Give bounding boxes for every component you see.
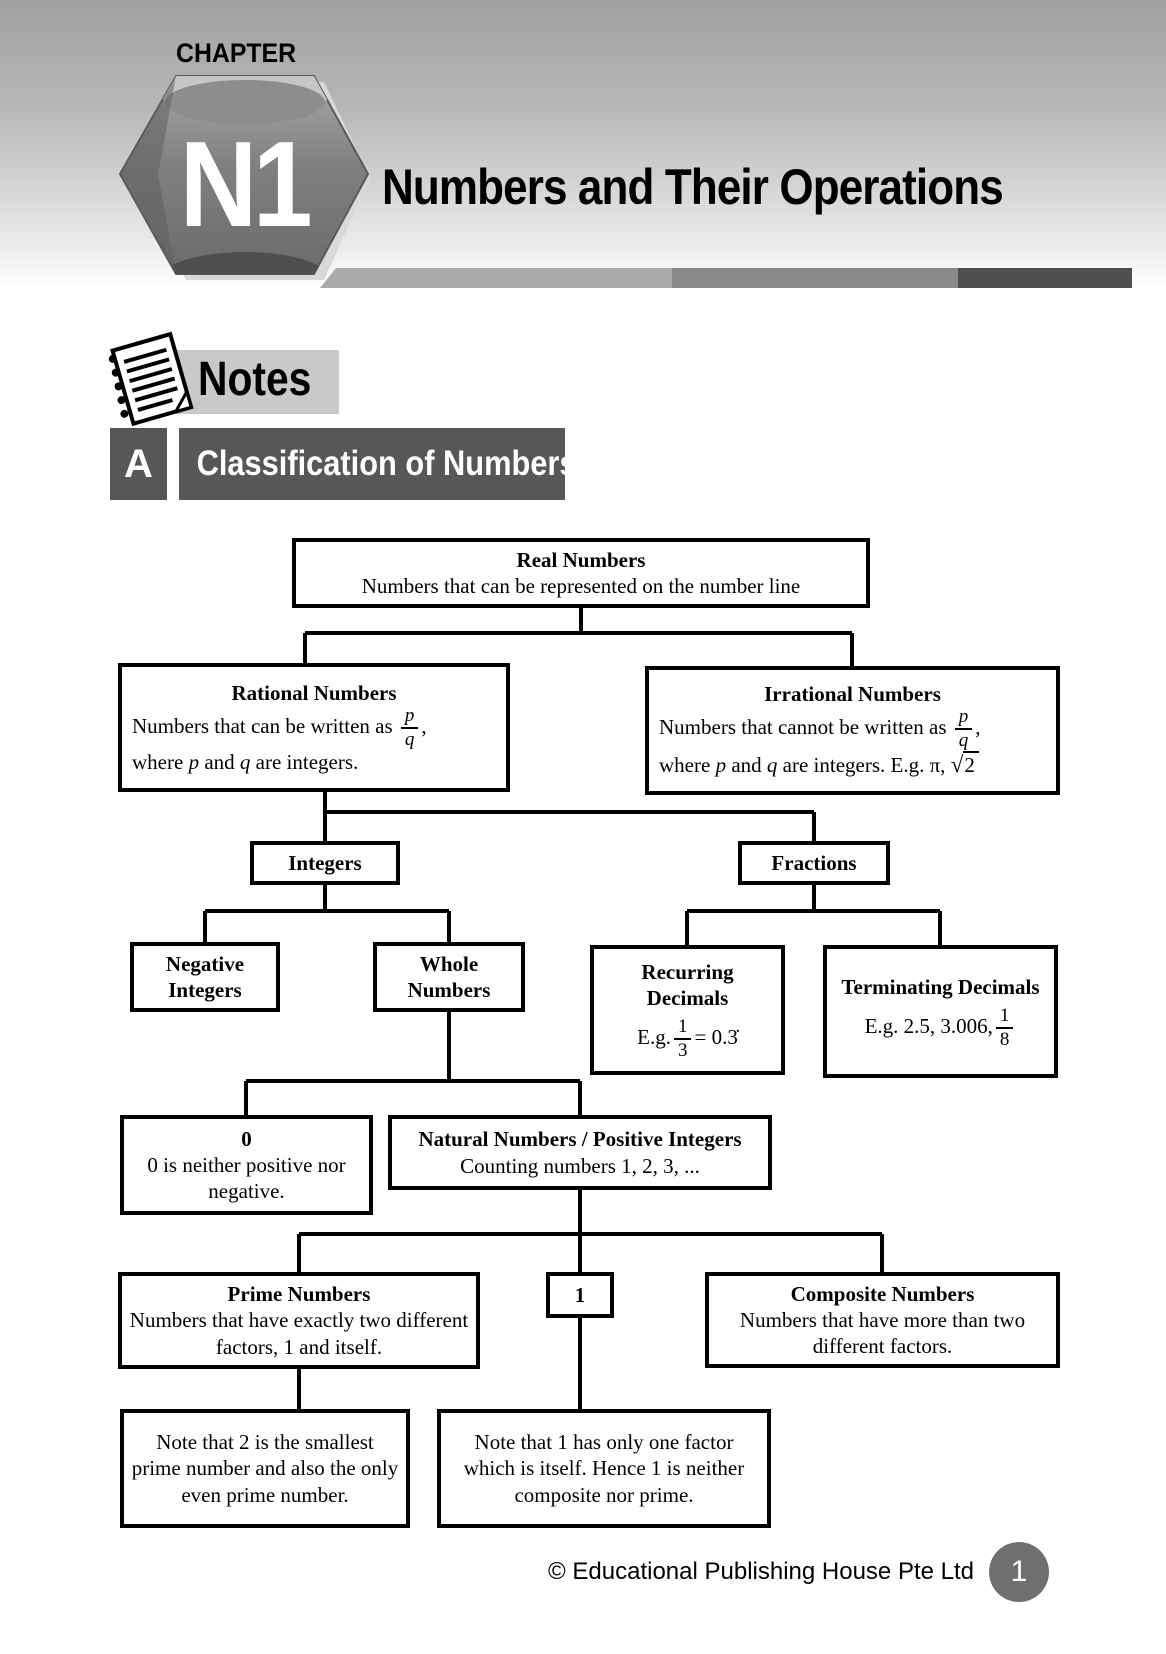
- box-desc: 0 is neither positive nor negative.: [147, 1152, 346, 1204]
- box-desc: Numbers that can be represented on the number line: [361, 574, 801, 598]
- page-number-badge: 1: [989, 1542, 1049, 1602]
- radicand: 2: [963, 751, 979, 777]
- equals-sign: =: [694, 1024, 707, 1049]
- flowchart-box-recurring-decimals: [590, 945, 785, 1075]
- var-p: p: [188, 750, 200, 775]
- desc-text: ,: [975, 715, 981, 740]
- desc-text: where: [132, 750, 189, 775]
- flowchart-box-composite-numbers: [705, 1272, 1060, 1368]
- box-title: Integers: [288, 850, 362, 875]
- note-text: Note that 2 is the smallest prime number and also the only even prime number.: [131, 1430, 399, 1507]
- fraction-p-over-q: $\frac{p}{q}$: [401, 706, 419, 750]
- box-example: [865, 1006, 1017, 1050]
- fraction-p-over-q: $\frac{p}{q}$: [955, 707, 973, 751]
- section-letter-badge: A: [110, 428, 167, 500]
- example-label: E.g. 2.5, 3.006,: [864, 1013, 993, 1038]
- flowchart-box-irrational-numbers: [645, 666, 1060, 795]
- flowchart-note-one: [437, 1409, 771, 1528]
- box-desc: Counting numbers 1, 2, 3, ...: [460, 1153, 700, 1178]
- chapter-title: Numbers and Their Operations: [382, 159, 1003, 215]
- box-example: [637, 1017, 738, 1061]
- flowchart-box-integers: [250, 841, 400, 885]
- box-title: Terminating Decimals: [841, 974, 1040, 999]
- box-title: Irrational Numbers: [764, 682, 941, 707]
- box-desc: Numbers that have more than two different factors.: [739, 1307, 1026, 1359]
- box-title: Real Numbers: [516, 547, 646, 572]
- radical-icon: √: [950, 752, 964, 778]
- box-title: Rational Numbers: [231, 680, 397, 705]
- desc-text: where: [659, 753, 716, 778]
- desc-text: Numbers that can be written as: [132, 713, 398, 738]
- flowchart-box-zero: [120, 1115, 373, 1215]
- chapter-label: CHAPTER: [176, 38, 297, 68]
- copyright-text: © Educational Publishing House Pte Ltd: [548, 1558, 974, 1585]
- desc-text: Numbers that cannot be written as: [659, 715, 952, 740]
- flowchart-box-prime-numbers: [118, 1272, 480, 1369]
- flowchart-box-rational-numbers: [118, 663, 510, 792]
- box-desc: [128, 706, 500, 776]
- desc-text: ,: [421, 713, 427, 738]
- desc-text: are integers. E.g. π,: [777, 753, 951, 778]
- box-title: 1: [574, 1282, 586, 1307]
- chapter-code: N1: [179, 116, 309, 252]
- var-q: q: [766, 753, 778, 778]
- notes-label: Notes: [198, 353, 312, 406]
- var-p: p: [715, 753, 727, 778]
- box-title: Composite Numbers: [790, 1281, 975, 1306]
- fraction-one-eighth: $\frac{1}{8}$: [996, 1006, 1014, 1050]
- box-desc: [655, 707, 1050, 779]
- note-text: Note that 1 has only one factor which is itself. Hence 1 is neither composite nor prime.: [463, 1430, 745, 1507]
- box-title: Fractions: [771, 850, 857, 875]
- flowchart-box-terminating-decimals: [823, 945, 1058, 1078]
- flowchart-box-natural-numbers: [388, 1115, 772, 1190]
- flowchart-box-one: [546, 1272, 614, 1318]
- recurring-value: 0.3̇: [711, 1024, 738, 1049]
- desc-text: and: [726, 753, 767, 778]
- desc-text: and: [199, 750, 240, 775]
- box-desc: Numbers that have exactly two different factors, 1 and itself.: [129, 1308, 469, 1359]
- box-title: Prime Numbers: [227, 1282, 371, 1307]
- flowchart-box-fractions: [738, 841, 890, 885]
- box-title: Negative Integers: [165, 951, 245, 1002]
- section-title: Classification of Numbers: [196, 444, 577, 483]
- box-title: Natural Numbers / Positive Integers: [418, 1127, 742, 1152]
- example-label: E.g.: [637, 1024, 671, 1049]
- flowchart-box-negative-integers: [130, 942, 280, 1012]
- fraction-one-third: $\frac{1}{3}$: [674, 1017, 692, 1061]
- flowchart-box-real-numbers: [292, 538, 870, 608]
- desc-text: are integers.: [250, 750, 359, 775]
- box-title: Whole Numbers: [407, 951, 491, 1002]
- box-title: Recurring Decimals: [641, 960, 734, 1011]
- box-title: 0: [241, 1126, 252, 1151]
- var-q: q: [239, 750, 251, 775]
- flowchart-note-prime: [120, 1409, 410, 1528]
- flowchart-box-whole-numbers: [373, 942, 525, 1012]
